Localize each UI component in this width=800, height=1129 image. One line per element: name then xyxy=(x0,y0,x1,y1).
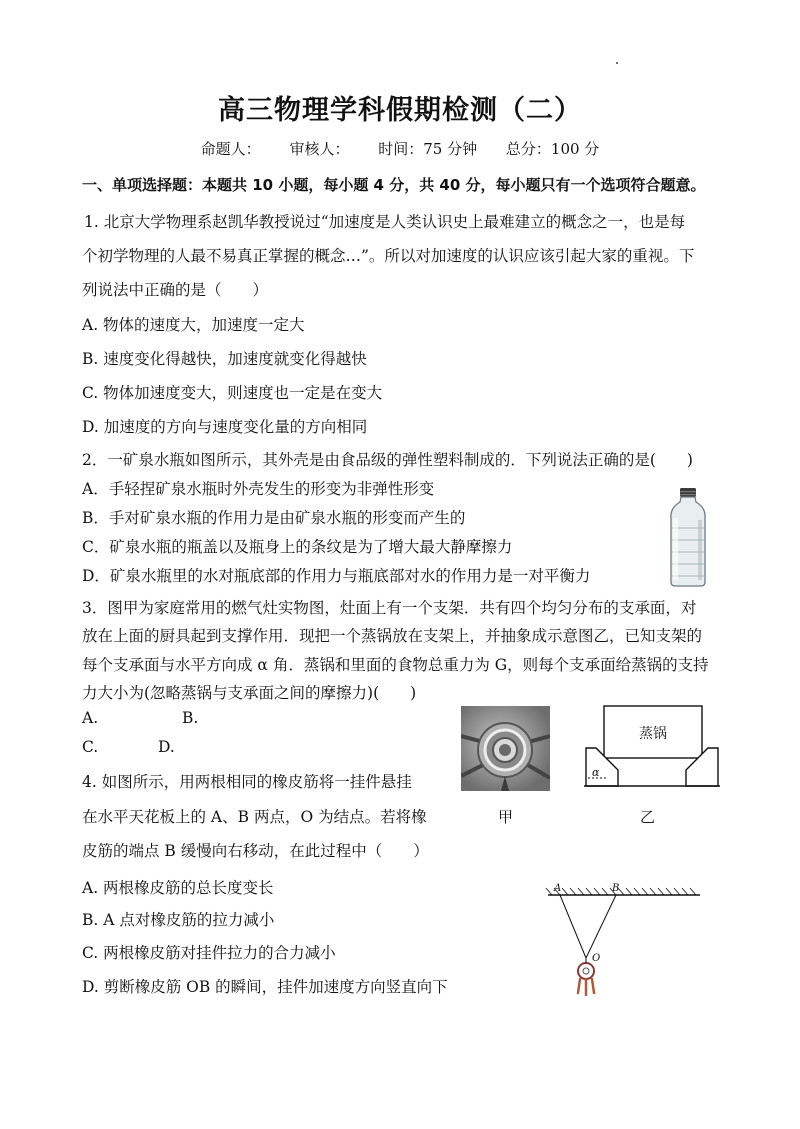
reviewer-label: 审核人： xyxy=(289,140,350,158)
time-label: 时间：75 分钟 xyxy=(378,140,478,158)
q4-line-3: 皮筋的端点 B 缓慢向右移动，在此过程中（ ） xyxy=(82,842,429,860)
hanging-ornament-diagram xyxy=(540,880,710,1005)
water-bottle-figure xyxy=(668,488,708,588)
q1-line-1: 1. 北京大学物理系赵凯华教授说过“加速度是人类认识史上最难建立的概念之一，也是每 xyxy=(84,213,686,231)
q3-option-a: A. xyxy=(82,709,99,727)
section-heading: 一、单项选择题：本题共 10 小题，每小题 4 分，共 40 分，每小题只有一个选项符合题意。 xyxy=(82,176,706,194)
q2-option-b: B．手对矿泉水瓶的作用力是由矿泉水瓶的形变而产生的 xyxy=(82,509,466,527)
q1-option-c: C. 物体加速度变大，则速度也一定是在变大 xyxy=(82,384,383,402)
q1-option-a: A. 物体的速度大，加速度一定大 xyxy=(82,316,305,334)
q2-option-c: C．矿泉水瓶的瓶盖以及瓶身上的条纹是为了增大最大静摩擦力 xyxy=(82,538,513,556)
q4-option-b: B. A 点对橡皮筋的拉力减小 xyxy=(82,911,275,929)
q4-option-d: D. 剪断橡皮筋 OB 的瞬间，挂件加速度方向竖直向下 xyxy=(82,978,448,996)
q3-option-b: B. xyxy=(182,709,199,727)
q4-option-a: A. 两根橡皮筋的总长度变长 xyxy=(82,879,274,897)
q3-option-c: C. xyxy=(82,738,99,756)
q1-option-d: D. 加速度的方向与速度变化量的方向相同 xyxy=(82,418,368,436)
q2-stem: 2．一矿泉水瓶如图所示，其外壳是由食品级的弹性塑料制成的．下列说法正确的是( ) xyxy=(82,451,693,469)
q4-line-1: 4. 如图所示，用两根相同的橡皮筋将一挂件悬挂 xyxy=(82,773,412,791)
exam-meta xyxy=(0,138,800,159)
point-b-label: B xyxy=(612,883,620,894)
page-title: 高三物理学科假期检测（二） xyxy=(218,95,582,126)
point-a-label: A xyxy=(554,883,562,894)
q1-line-3: 列说法中正确的是（ ） xyxy=(82,281,269,299)
q3-line-4: 力大小为(忽略蒸锅与支承面之间的摩擦力)( ) xyxy=(82,684,417,702)
q2-option-d: D．矿泉水瓶里的水对瓶底部的作用力与瓶底部对水的作用力是一对平衡力 xyxy=(82,567,591,585)
q3-line-2: 放在上面的厨具起到支撑作用．现把一个蒸锅放在支架上，并抽象成示意图乙，已知支架的 xyxy=(82,627,703,645)
stray-dot xyxy=(616,62,618,64)
q4-option-c: C. 两根橡皮筋对挂件拉力的合力减小 xyxy=(82,944,336,962)
q3-line-1: 3．图甲为家庭常用的燃气灶实物图，灶面上有一个支架．共有四个均匀分布的支承面，对 xyxy=(82,599,697,617)
score-label: 总分：100 分 xyxy=(505,140,600,158)
q1-line-2: 个初学物理的人最不易真正掌握的概念…”。所以对加速度的认识应该引起大家的重视。下 xyxy=(82,247,695,265)
caption-yi: 乙 xyxy=(640,808,656,826)
steamer-diagram xyxy=(584,700,720,796)
knot-o-label: O xyxy=(592,953,601,964)
alpha-label: α xyxy=(592,766,600,779)
caption-jia: 甲 xyxy=(498,808,514,826)
gas-stove-photo xyxy=(461,706,550,791)
q3-option-d: D. xyxy=(158,738,175,756)
pot-label: 蒸锅 xyxy=(639,726,667,742)
q4-line-2: 在水平天花板上的 A、B 两点，O 为结点。若将橡 xyxy=(82,808,427,826)
q3-line-3: 每个支承面与水平方向成 α 角．蒸锅和里面的食物总重力为 G，则每个支承面给蒸锅的支持 xyxy=(82,656,709,674)
q2-option-a: A．手轻捏矿泉水瓶时外壳发生的形变为非弹性形变 xyxy=(82,480,435,498)
q1-option-b: B. 速度变化得越快，加速度就变化得越快 xyxy=(82,350,367,368)
author-label: 命题人： xyxy=(200,140,261,158)
